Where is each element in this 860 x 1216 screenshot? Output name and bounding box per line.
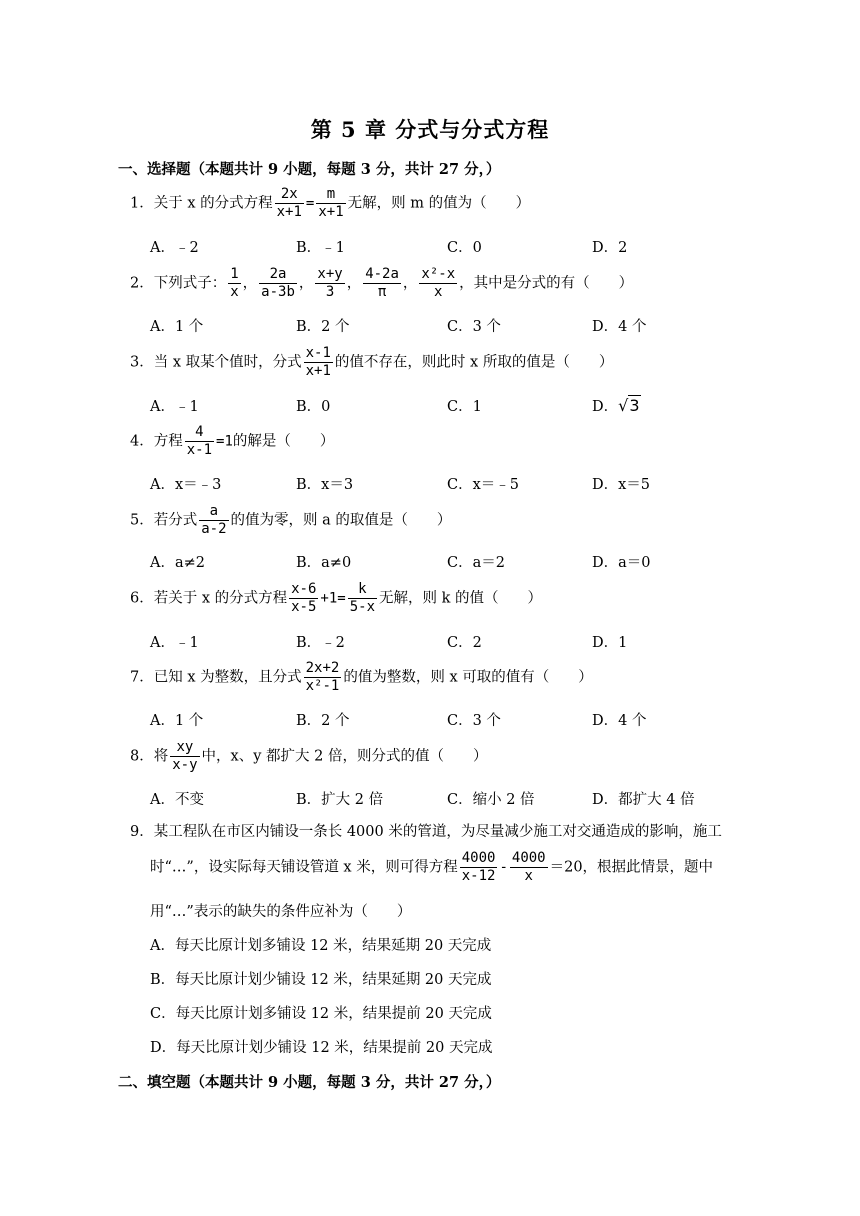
question-5: 5．若分式 $\frac{a}{a-2}$ 的值为零，则 a 的取值是（ ） (130, 503, 452, 537)
option-d: D．4 个 (592, 319, 647, 335)
section-fill-header: 二、填空题（本题共计 9 小题，每题 3 分，共计 27 分，） (118, 1074, 501, 1091)
option-c: C．2 (447, 635, 482, 651)
option-c: C．缩小 2 倍 (447, 792, 535, 808)
question-1-prefix: 1．关于 x 的分式方程 (130, 195, 273, 212)
option-a: A．﹣2 (150, 240, 199, 256)
sqrt-expression: √3 (618, 396, 640, 415)
option-a: A．x＝﹣3 (150, 477, 222, 493)
question-9-option-d: D．每天比原计划少铺设 12 米，结果提前 20 天完成 (150, 1040, 493, 1056)
fraction: $\frac{2x+2}{\text{x²-1}}$ (305, 660, 340, 694)
option-c: C．0 (447, 240, 482, 256)
fraction: $\frac{\text{x²-x}}{x}$ (421, 266, 456, 300)
question-7: 7．已知 x 为整数，且分式 $\frac{2x+2}{\text{x²-1}}$ 的值为整数，则 x 可取的值有（ ） (130, 660, 593, 694)
option-a: A．1 个 (150, 713, 204, 729)
option-c: C．a＝2 (447, 555, 505, 571)
question-3: 3．当 x 取某个值时，分式 $\frac{x-1}{x+1}$ 的值不存在，则此时 x 所取的值是（ ） (130, 345, 614, 379)
option-c: C．x＝﹣5 (447, 477, 519, 493)
question-6-options (150, 631, 770, 651)
option-c: C．3 个 (447, 319, 501, 335)
option-c: C．3 个 (447, 713, 501, 729)
fraction: $\frac{x-6}{x-5}$ (291, 581, 317, 615)
option-b: B．2 个 (296, 319, 350, 335)
option-b: B．x＝3 (296, 477, 354, 493)
fraction: $\frac{4000}{x-12}$ (461, 850, 496, 884)
question-4-options (150, 473, 770, 493)
option-b: B．﹣1 (296, 240, 345, 256)
question-1-options (150, 236, 770, 256)
question-1: 1．关于 x 的分式方程 $\frac{2x}{x+1}$ = $\frac{m}{x+1}$ 无解，则 m 的值为（ ） (130, 186, 531, 220)
question-1-suffix: 无解，则 m 的值为（ ） (347, 195, 531, 212)
question-9-option-a: A．每天比原计划多铺设 12 米，结果延期 20 天完成 (150, 938, 492, 954)
fraction: $\frac{1}{x}$ (230, 266, 239, 300)
question-9-line-3: 用“…”表示的缺失的条件应补为（ ） (150, 904, 412, 920)
fraction: $\frac{4-2a}{\pi}$ (365, 266, 399, 300)
fraction: $\frac{a}{a-2}$ (201, 503, 227, 537)
option-a: A．不变 (150, 792, 204, 808)
question-8-options (150, 788, 770, 808)
fraction: $\frac{m}{x+1}$ (318, 186, 344, 220)
option-a: A．﹣1 (150, 399, 199, 415)
question-9-option-b: B．每天比原计划少铺设 12 米，结果延期 20 天完成 (150, 972, 492, 988)
fraction: $\frac{4000}{x}$ (511, 850, 546, 884)
fraction: $\frac{2a}{a-3b}$ (261, 266, 295, 300)
question-2-options (150, 315, 770, 335)
option-d: D．2 (592, 240, 628, 256)
option-b: B．﹣2 (296, 635, 345, 651)
question-9-line-1: 9．某工程队在市区内铺设一条长 4000 米的管道，为尽量减少施工对交通造成的影响，施工 (130, 824, 722, 840)
option-d: D．x＝5 (592, 477, 651, 493)
fraction: $\frac{2x}{x+1}$ (276, 186, 302, 220)
fraction: $\frac{xy}{x-y}$ (172, 739, 198, 773)
question-2: 2．下列式子： $\frac{1}{x}$ ， $\frac{2a}{a-3b}$ ， $\frac{x+y}{3}$ ， $\frac{4-2a}{\pi}$ ， $\frac{\text{x²-x}}{x}$ ，其中是分式的有（ ） (130, 266, 634, 300)
question-8: 8．将 $\frac{xy}{x-y}$ 中，x、y 都扩大 2 倍，则分式的值（ ） (130, 739, 488, 773)
option-b: B．2 个 (296, 713, 350, 729)
option-a: A．﹣1 (150, 635, 199, 651)
question-9-option-c: C．每天比原计划多铺设 12 米，结果提前 20 天完成 (150, 1006, 492, 1022)
option-d: D．a＝0 (592, 555, 651, 571)
question-7-options (150, 709, 770, 729)
section-choice-header: 一、选择题（本题共计 9 小题，每题 3 分，共计 27 分，） (118, 161, 501, 178)
option-b: B．a≠0 (296, 555, 352, 571)
question-6: 6．若关于 x 的分式方程 $\frac{x-6}{x-5}$ +1= $\frac{k}{5-x}$ 无解，则 k 的值（ ） (130, 581, 543, 615)
option-d: D．4 个 (592, 713, 647, 729)
fraction: $\frac{x+y}{3}$ (317, 266, 343, 300)
option-c: C．1 (447, 399, 482, 415)
option-b: B．0 (296, 399, 331, 415)
fraction: $\frac{4}{x-1}$ (186, 424, 213, 458)
option-a: A．1 个 (150, 319, 204, 335)
option-b: B．扩大 2 倍 (296, 792, 384, 808)
fraction: $\frac{k}{5-x}$ (349, 581, 376, 615)
option-a: A．a≠2 (150, 555, 205, 571)
option-d: D．1 (592, 635, 628, 651)
question-3-options (150, 395, 770, 415)
page-title: 第 5 章 分式与分式方程 (310, 117, 550, 142)
question-9-line-2: 时“…”，设实际每天铺设管道 x 米，则可得方程 $\frac{4000}{x-12}$ - $\frac{4000}{x}$ ＝20，根据此情景，题中 (150, 850, 714, 884)
question-4: 4．方程 $\frac{4}{x-1}$ =1的解是（ ） (130, 424, 335, 458)
fraction: $\frac{x-1}{x+1}$ (305, 345, 331, 379)
option-d: D．√3 (592, 396, 640, 415)
option-d: D．都扩大 4 倍 (592, 792, 695, 808)
question-5-options (150, 551, 770, 571)
